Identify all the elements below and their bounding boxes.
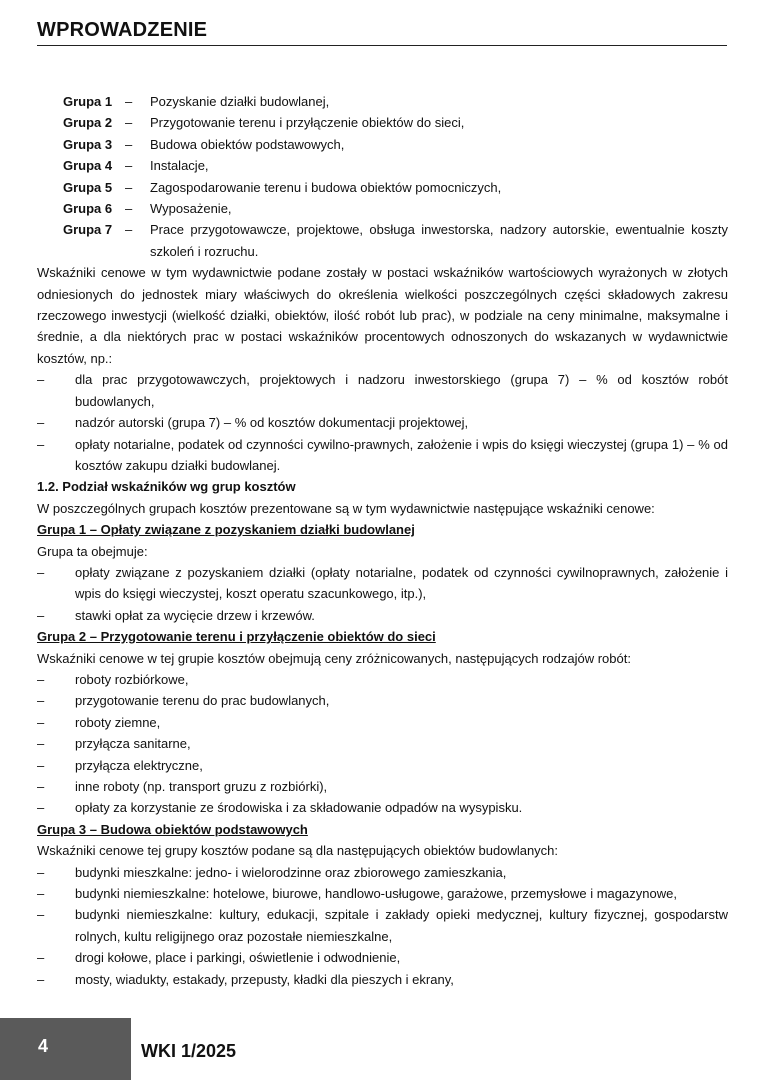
- list-item-text: roboty ziemne,: [75, 714, 161, 730]
- list-item-text: drogi kołowe, place i parkingi, oświetlenie i odwodnienie,: [75, 950, 401, 966]
- group-label: Grupa 5: [63, 179, 113, 195]
- list-item: – budynki niemieszkalne: kultury, edukacji, szpitale i zakłady opieki medycznej, kultury fizycznej, gospodarstw rolnych, kultu religijnego oraz pozostałe niemieszkalne,: [37, 904, 728, 947]
- section-intro: W poszczególnych grupach kosztów prezentowane są w tym wydawnictwie następujące wskaźniki cenowe:: [37, 500, 655, 516]
- list-item: – przyłącza elektryczne,: [37, 755, 728, 776]
- list-item-text: roboty rozbiórkowe,: [75, 671, 189, 687]
- group-list-item: [63, 134, 728, 155]
- list-item: – opłaty związane z pozyskaniem działki (opłaty notarialne, podatek od czynności cywilnoprawnych, założenie i wpis do księgi wieczystej, koszt operatu szacunkowego, itp.),: [37, 562, 728, 605]
- dash: –: [125, 94, 133, 109]
- group-list-item: [63, 177, 728, 198]
- group-text: Przygotowanie terenu i przyłączenie obiektów do sieci,: [150, 115, 465, 131]
- page-content: [37, 91, 728, 990]
- list-item-text: opłaty za korzystanie ze środowiska i za składowanie odpadów na wysypisku.: [75, 800, 523, 816]
- dash: –: [125, 136, 133, 152]
- list-item: – roboty ziemne,: [37, 712, 728, 733]
- group-list: [63, 91, 728, 262]
- group-label: Grupa 2: [63, 115, 113, 131]
- dash: –: [125, 115, 133, 131]
- list-item-text: przygotowanie terenu do prac budowlanych,: [75, 693, 330, 709]
- list-item-text: przyłącza elektryczne,: [75, 757, 203, 773]
- list-item: – budynki niemieszkalne: hotelowe, biurowe, handlowo-usługowe, garażowe, przemysłowe i magazynowe,: [37, 883, 728, 904]
- intro-bullet-list: [37, 369, 728, 476]
- list-item-text: budynki mieszkalne: jedno- i wielorodzinne oraz zbiorowego zamieszkania,: [75, 864, 507, 880]
- dash: –: [125, 158, 133, 174]
- list-item-text: budynki niemieszkalne: hotelowe, biurowe, handlowo-usługowe, garażowe, przemysłowe i magazynowe,: [75, 886, 677, 902]
- group3-bullet-list: [37, 862, 728, 990]
- list-item: – inne roboty (np. transport gruzu z rozbiórki),: [37, 776, 728, 797]
- list-item: – przyłącza sanitarne,: [37, 733, 728, 754]
- group-text: Budowa obiektów podstawowych,: [150, 136, 345, 152]
- page-header: [37, 18, 727, 46]
- list-item-text: dla prac przygotowawczych, projektowych i nadzoru inwestorskiego (grupa 7) – % od kosztów robót budowlanych,: [75, 372, 728, 409]
- group-text: Pozyskanie działki budowlanej,: [150, 94, 330, 109]
- list-item-text: inne roboty (np. transport gruzu z rozbiórki),: [75, 779, 328, 794]
- list-item-text: budynki niemieszkalne: kultury, edukacji, szpitale i zakłady opieki medycznej, kultury fizycznej, gospodarstw rolnych, kultu religijnego oraz pozostałe niemieszkalne,: [75, 907, 728, 944]
- page-number: 4: [38, 1036, 49, 1056]
- group2-intro: Wskaźniki cenowe w tej grupie kosztów obejmują ceny zróżnicowanych, następujących rodzajów robót:: [37, 650, 631, 666]
- dash: –: [125, 201, 133, 217]
- group-text: Zagospodarowanie terenu i budowa obiektów pomocniczych,: [150, 179, 502, 195]
- group-label: Grupa 7: [63, 222, 113, 238]
- publication-name: WKI 1/2025: [141, 1041, 237, 1061]
- list-item: – opłaty za korzystanie ze środowiska i za składowanie odpadów na wysypisku.: [37, 797, 728, 818]
- group-list-item: [63, 155, 728, 176]
- group-text: Wyposażenie,: [150, 201, 232, 217]
- group-text: Prace przygotowawcze, projektowe, obsługa inwestorska, nadzory autorskie, ewentualnie koszty szkoleń i rozruchu.: [150, 222, 728, 259]
- group2-heading: Grupa 2 – Przygotowanie terenu i przyłączenie obiektów do sieci: [37, 629, 436, 645]
- group1-heading: Grupa 1 – Opłaty związane z pozyskaniem działki budowlanej: [37, 522, 415, 538]
- group-label: Grupa 4: [63, 158, 113, 174]
- page-title: WPROWADZENIE: [37, 19, 208, 41]
- section-heading: 1.2. Podział wskaźników wg grup kosztów: [37, 479, 296, 495]
- list-item: – stawki opłat za wycięcie drzew i krzewów.: [37, 605, 728, 626]
- group-list-item: [63, 91, 728, 112]
- group-label: Grupa 6: [63, 201, 113, 217]
- list-item-text: opłaty związane z pozyskaniem działki (opłaty notarialne, podatek od czynności cywilnoprawnych, założenie i wpis do księgi wieczystej, koszt operatu szacunkowego, itp.),: [75, 564, 728, 602]
- intro-paragraph: Wskaźniki cenowe w tym wydawnictwie podane zostały w postaci wskaźników wartościowych wyrażonych w złotych odniesionych do jednostek miary właściwych do określenia wielkości poszczególnych części składowych zakresu rzeczowego inwestycji (wielkość działki, obiektów, ilość robót lub prac), w podziale na ceny minimalne, maksymalne i średnie, a dla niektórych prac w postaci wskaźników procentowych odnoszonych do wskazanych w wydawnictwie kosztów, np.:: [37, 265, 728, 366]
- group-list-item: [63, 219, 728, 262]
- dash: –: [125, 179, 133, 195]
- page-number-box: [0, 1018, 131, 1080]
- list-item: – nadzór autorski (grupa 7) – % od kosztów dokumentacji projektowej,: [37, 412, 728, 433]
- group-text: Instalacje,: [150, 158, 209, 174]
- list-item-text: nadzór autorski (grupa 7) – % od kosztów dokumentacji projektowej,: [75, 415, 469, 431]
- list-item: – dla prac przygotowawczych, projektowych i nadzoru inwestorskiego (grupa 7) – % od kosztów robót budowlanych,: [37, 369, 728, 412]
- group1-intro: Grupa ta obejmuje:: [37, 543, 148, 559]
- dash: –: [125, 222, 133, 238]
- list-item-text: opłaty notarialne, podatek od czynności cywilno-prawnych, założenie i wpis do księgi wieczystej (grupa 1) – % od kosztów zakupu działki budowlanej.: [75, 436, 728, 473]
- list-item: – drogi kołowe, place i parkingi, oświetlenie i odwodnienie,: [37, 947, 728, 968]
- list-item: – budynki mieszkalne: jedno- i wielorodzinne oraz zbiorowego zamieszkania,: [37, 862, 728, 883]
- group-list-item: [63, 112, 728, 133]
- list-item-text: stawki opłat za wycięcie drzew i krzewów.: [75, 607, 315, 623]
- group3-intro: Wskaźniki cenowe tej grupy kosztów podane są dla następujących obiektów budowlanych:: [37, 843, 559, 859]
- group3-heading: Grupa 3 – Budowa obiektów podstawowych: [37, 821, 308, 837]
- list-item: – przygotowanie terenu do prac budowlanych,: [37, 690, 728, 711]
- list-item-text: mosty, wiadukty, estakady, przepusty, kładki dla pieszych i ekrany,: [75, 971, 454, 987]
- list-item-text: przyłącza sanitarne,: [75, 736, 191, 752]
- list-item: – mosty, wiadukty, estakady, przepusty, kładki dla pieszych i ekrany,: [37, 969, 728, 990]
- group1-bullet-list: [37, 562, 728, 626]
- group-list-item: [63, 198, 728, 219]
- list-item: – roboty rozbiórkowe,: [37, 669, 728, 690]
- group-label: Grupa 1: [63, 94, 113, 109]
- list-item: – opłaty notarialne, podatek od czynności cywilno-prawnych, założenie i wpis do księgi wieczystej (grupa 1) – % od kosztów zakupu działki budowlanej.: [37, 434, 728, 477]
- group-label: Grupa 3: [63, 136, 113, 152]
- group2-bullet-list: [37, 669, 728, 819]
